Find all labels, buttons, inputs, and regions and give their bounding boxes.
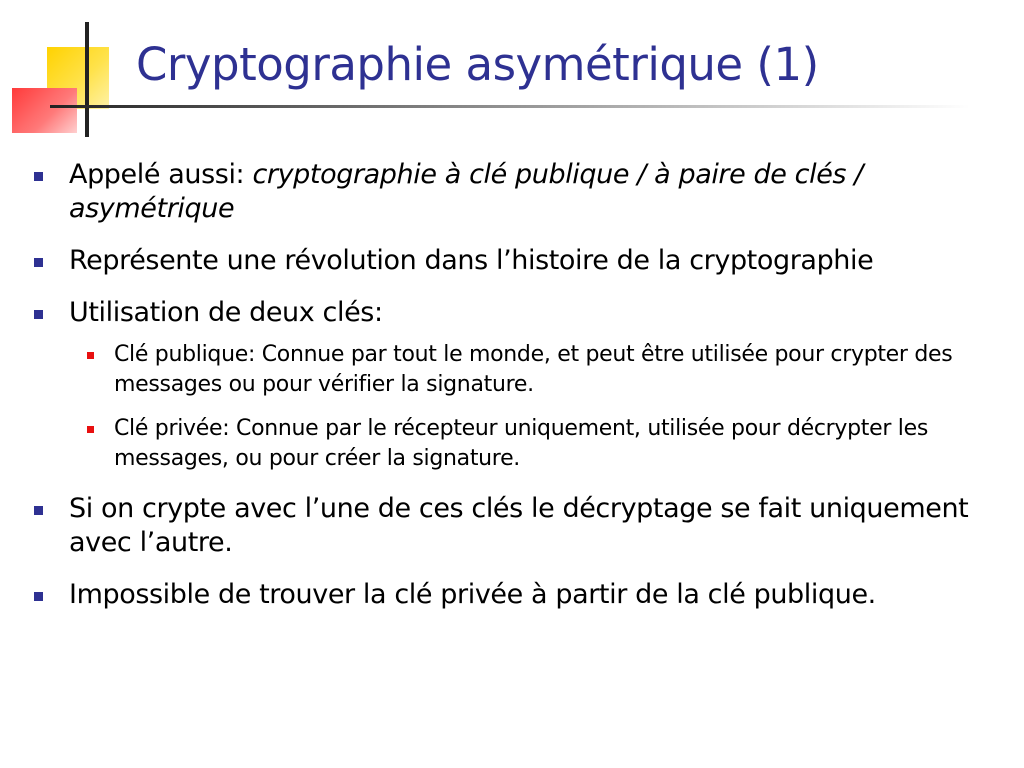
square-sub-bullet-icon <box>87 426 94 433</box>
sub-bullet-item <box>69 414 994 474</box>
bullet-item <box>34 296 994 474</box>
slide-title: Cryptographie asymétrique (1) <box>136 38 819 91</box>
bullet-item <box>34 244 994 278</box>
sub-bullet-list <box>69 340 994 474</box>
bullet-list <box>34 158 994 630</box>
square-bullet-icon <box>34 258 43 267</box>
bullet-text: Impossible de trouver la clé privée à partir de la clé publique. <box>69 579 876 610</box>
bullet-item <box>34 578 994 612</box>
sub-bullet-text: Clé publique: Connue par tout le monde, et peut être utilisée pour crypter des messages ou pour vérifier la signature. <box>114 342 953 397</box>
square-bullet-icon <box>34 506 43 515</box>
title-underline <box>50 105 970 108</box>
vertical-rule <box>85 22 89 137</box>
bullet-text-italic: cryptographie à clé publique / à paire de clés / asymétrique <box>69 159 863 224</box>
sub-bullet-item <box>69 340 994 400</box>
square-bullet-icon <box>34 172 43 181</box>
bullet-item <box>34 492 994 560</box>
bullet-text-prefix: Appelé aussi: <box>69 159 253 190</box>
bullet-item <box>34 158 994 226</box>
sub-bullet-text: Clé privée: Connue par le récepteur uniquement, utilisée pour décrypter les messages, ou pour créer la signature. <box>114 416 928 471</box>
square-bullet-icon <box>34 592 43 601</box>
bullet-text: Utilisation de deux clés: <box>69 297 383 328</box>
square-sub-bullet-icon <box>87 352 94 359</box>
square-bullet-icon <box>34 310 43 319</box>
red-square-decoration <box>12 88 77 133</box>
bullet-text: Représente une révolution dans l’histoire de la cryptographie <box>69 245 874 276</box>
bullet-text: Si on crypte avec l’une de ces clés le décryptage se fait uniquement avec l’autre. <box>69 493 969 558</box>
